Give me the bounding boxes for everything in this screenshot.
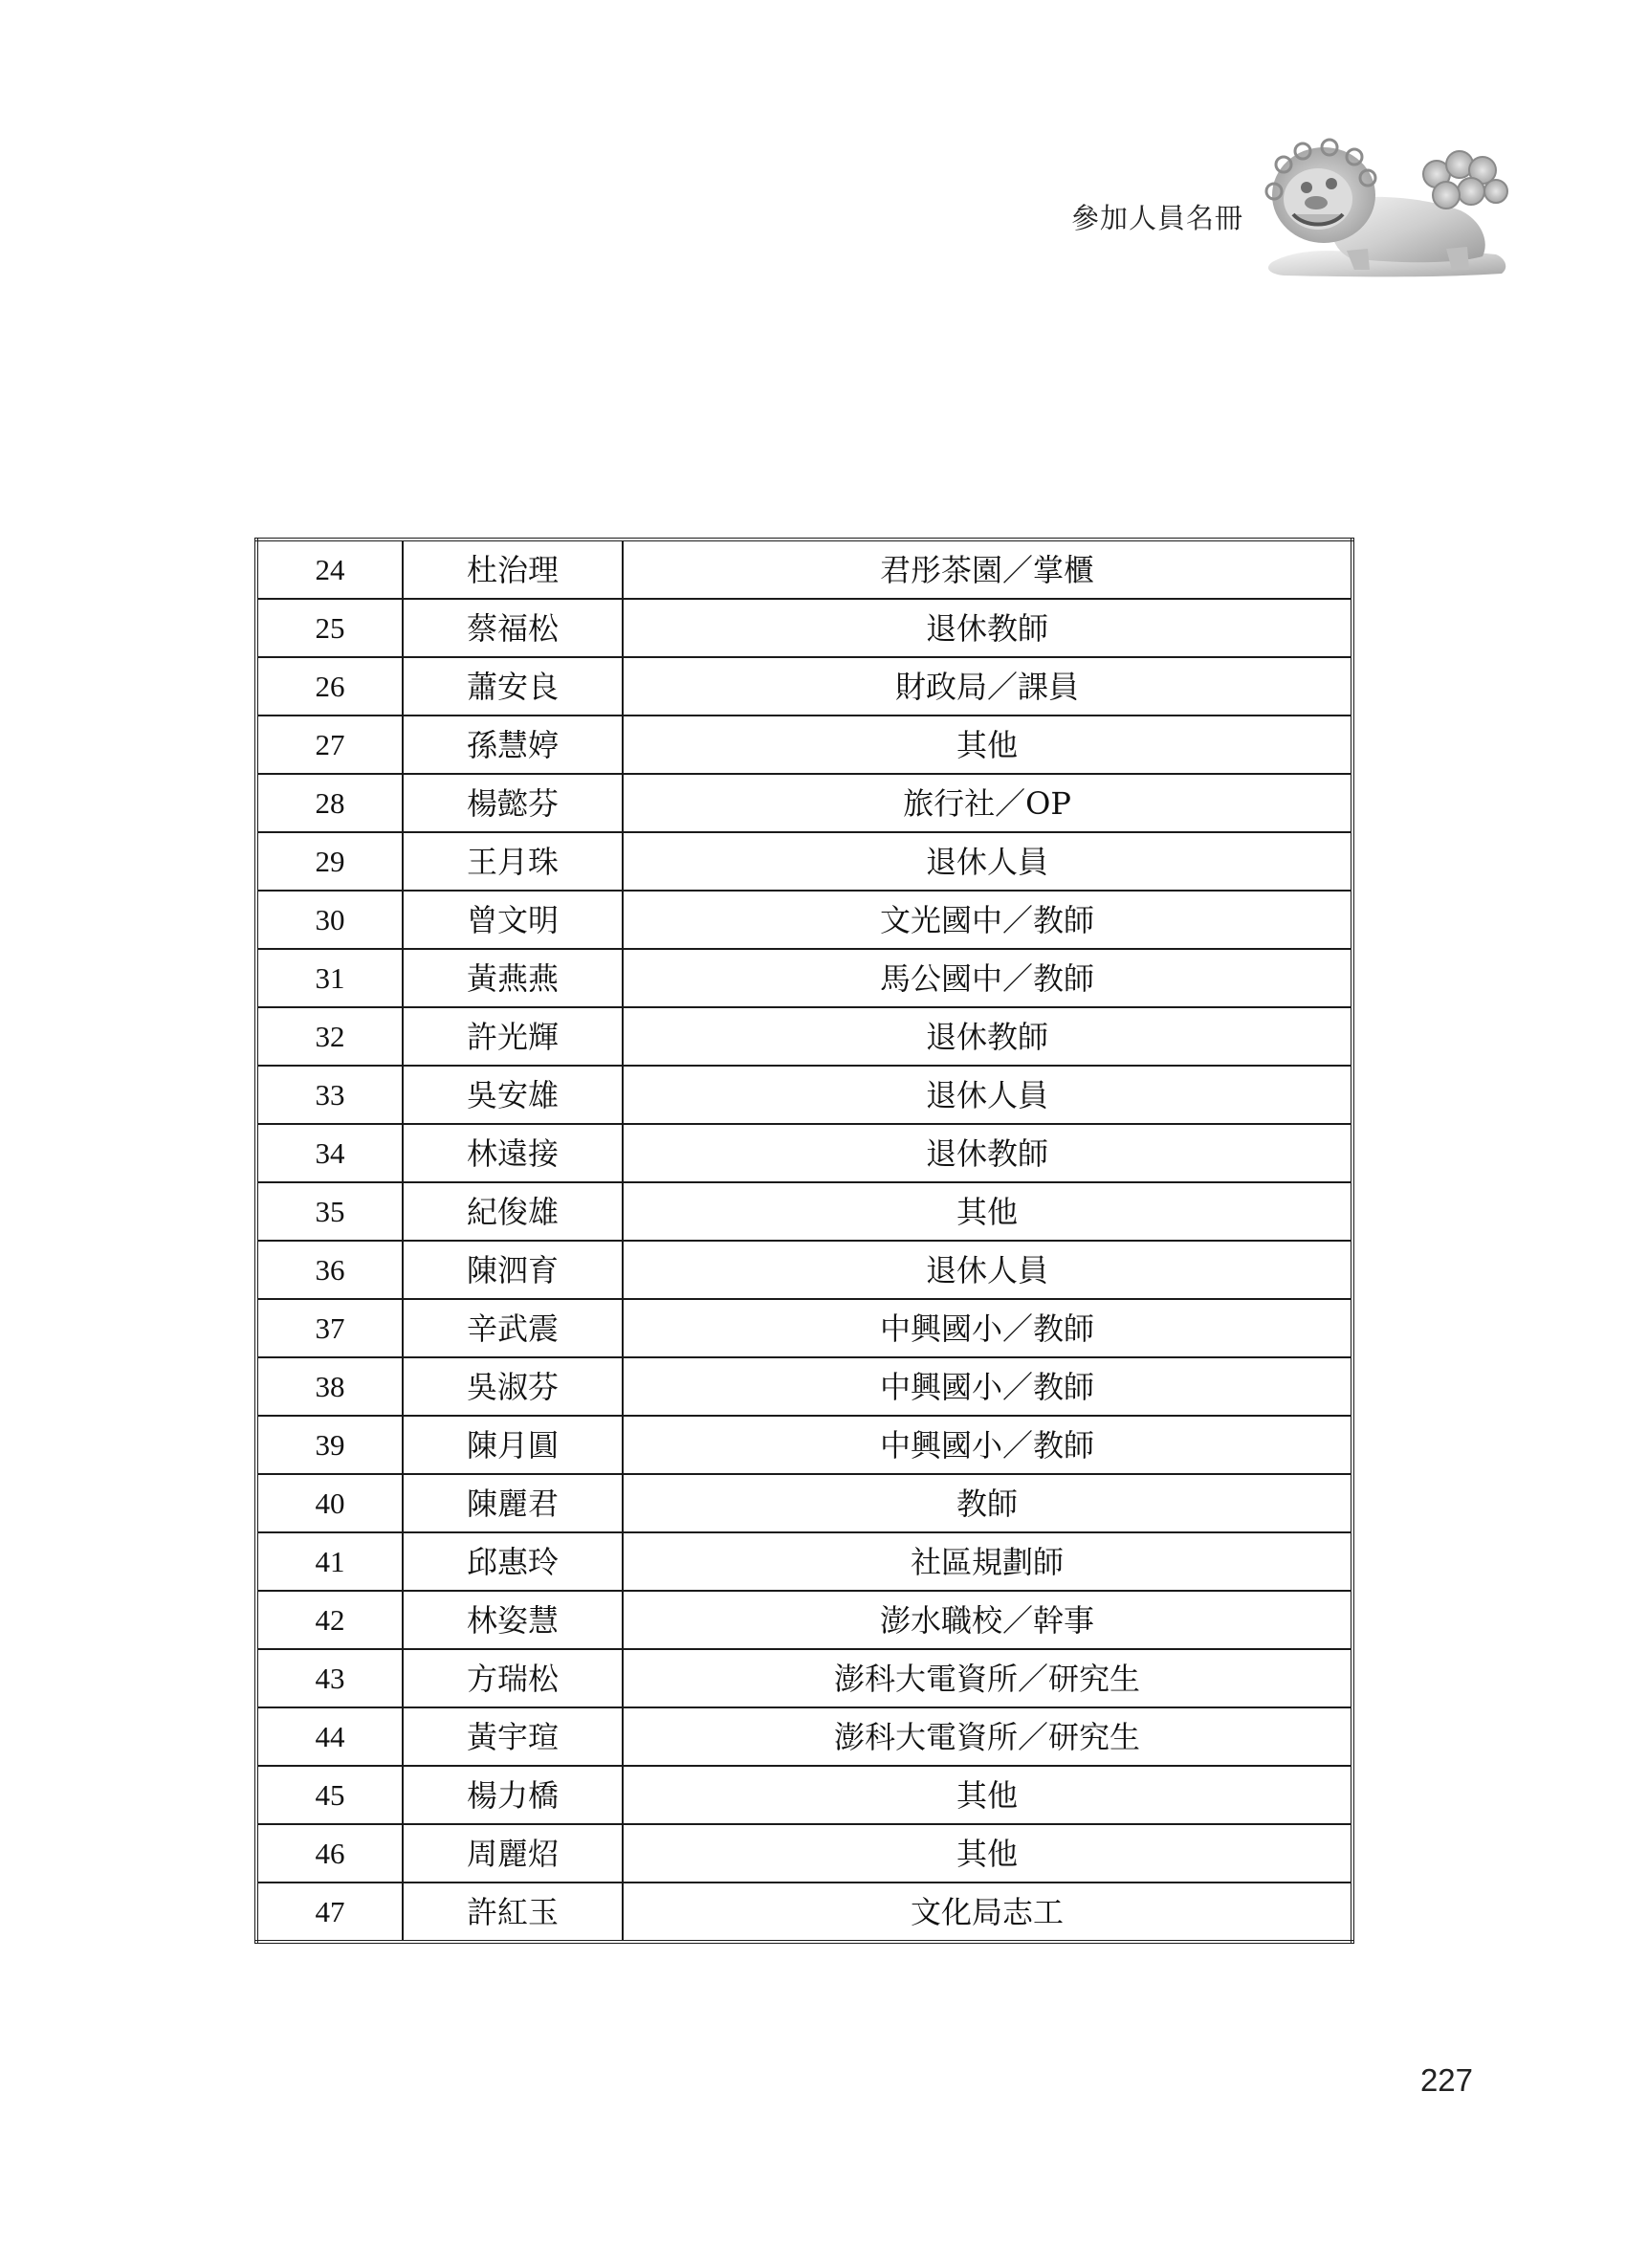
- row-number-cell: 37: [256, 1299, 403, 1357]
- table-row: [256, 1591, 1352, 1649]
- table-row: [256, 891, 1352, 949]
- name-cell: 邱惠玲: [403, 1532, 623, 1591]
- row-number-cell: 41: [256, 1532, 403, 1591]
- affiliation-cell: 退休人員: [623, 832, 1352, 891]
- affiliation-cell: 馬公國中／教師: [623, 949, 1352, 1007]
- name-cell: 吳安雄: [403, 1066, 623, 1124]
- row-number-cell: 27: [256, 716, 403, 774]
- name-cell: 孫慧婷: [403, 716, 623, 774]
- table-row: [256, 1124, 1352, 1182]
- row-number-cell: 26: [256, 657, 403, 716]
- affiliation-cell: 其他: [623, 1824, 1352, 1883]
- table-row: [256, 1824, 1352, 1883]
- row-number-cell: 24: [256, 539, 403, 599]
- table-row: [256, 539, 1352, 599]
- affiliation-cell: 其他: [623, 716, 1352, 774]
- affiliation-cell: 退休教師: [623, 599, 1352, 657]
- table-row: [256, 1066, 1352, 1124]
- table-row: [256, 599, 1352, 657]
- table-row: [256, 1241, 1352, 1299]
- table-row: [256, 1532, 1352, 1591]
- name-cell: 許光輝: [403, 1007, 623, 1066]
- roster-body: [256, 539, 1352, 1942]
- row-number-cell: 42: [256, 1591, 403, 1649]
- table-row: [256, 1182, 1352, 1241]
- name-cell: 蔡福松: [403, 599, 623, 657]
- row-number-cell: 46: [256, 1824, 403, 1883]
- row-number-cell: 32: [256, 1007, 403, 1066]
- name-cell: 許紅玉: [403, 1883, 623, 1942]
- affiliation-cell: 退休人員: [623, 1241, 1352, 1299]
- name-cell: 陳麗君: [403, 1474, 623, 1532]
- table-row: [256, 1007, 1352, 1066]
- name-cell: 辛武震: [403, 1299, 623, 1357]
- running-header-title: 參加人員名冊: [1071, 202, 1244, 234]
- name-cell: 方瑞松: [403, 1649, 623, 1707]
- name-cell: 黃宇瑄: [403, 1707, 623, 1766]
- table-row: [256, 949, 1352, 1007]
- affiliation-cell: 澎水職校／幹事: [623, 1591, 1352, 1649]
- affiliation-cell: 澎科大電資所／研究生: [623, 1649, 1352, 1707]
- participant-roster-table: [254, 538, 1354, 1944]
- row-number-cell: 29: [256, 832, 403, 891]
- affiliation-cell: 其他: [623, 1766, 1352, 1824]
- affiliation-cell: 旅行社／OP: [623, 774, 1352, 832]
- name-cell: 吳淑芬: [403, 1357, 623, 1416]
- row-number-cell: 39: [256, 1416, 403, 1474]
- table-row: [256, 1707, 1352, 1766]
- name-cell: 楊懿芬: [403, 774, 623, 832]
- row-number-cell: 25: [256, 599, 403, 657]
- table-row: [256, 832, 1352, 891]
- row-number-cell: 31: [256, 949, 403, 1007]
- affiliation-cell: 退休教師: [623, 1124, 1352, 1182]
- name-cell: 林遠接: [403, 1124, 623, 1182]
- affiliation-cell: 中興國小／教師: [623, 1416, 1352, 1474]
- name-cell: 周麗炤: [403, 1824, 623, 1883]
- row-number-cell: 36: [256, 1241, 403, 1299]
- table-row: [256, 1416, 1352, 1474]
- row-number-cell: 47: [256, 1883, 403, 1942]
- name-cell: 曾文明: [403, 891, 623, 949]
- table-row: [256, 1299, 1352, 1357]
- stone-lion-illustration: [1255, 136, 1515, 279]
- affiliation-cell: 財政局／課員: [623, 657, 1352, 716]
- row-number-cell: 38: [256, 1357, 403, 1416]
- table-row: [256, 1649, 1352, 1707]
- row-number-cell: 40: [256, 1474, 403, 1532]
- name-cell: 紀俊雄: [403, 1182, 623, 1241]
- row-number-cell: 44: [256, 1707, 403, 1766]
- affiliation-cell: 文光國中／教師: [623, 891, 1352, 949]
- row-number-cell: 45: [256, 1766, 403, 1824]
- table-row: [256, 774, 1352, 832]
- row-number-cell: 43: [256, 1649, 403, 1707]
- table-row: [256, 1766, 1352, 1824]
- name-cell: 杜治理: [403, 539, 623, 599]
- table-row: [256, 657, 1352, 716]
- name-cell: 楊力橋: [403, 1766, 623, 1824]
- row-number-cell: 34: [256, 1124, 403, 1182]
- row-number-cell: 35: [256, 1182, 403, 1241]
- table-row: [256, 1474, 1352, 1532]
- page-number: 227: [1419, 2062, 1473, 2098]
- affiliation-cell: 中興國小／教師: [623, 1299, 1352, 1357]
- row-number-cell: 30: [256, 891, 403, 949]
- affiliation-cell: 教師: [623, 1474, 1352, 1532]
- affiliation-cell: 社區規劃師: [623, 1532, 1352, 1591]
- row-number-cell: 33: [256, 1066, 403, 1124]
- name-cell: 陳泗育: [403, 1241, 623, 1299]
- affiliation-cell: 其他: [623, 1182, 1352, 1241]
- name-cell: 王月珠: [403, 832, 623, 891]
- table-row: [256, 1357, 1352, 1416]
- name-cell: 陳月圓: [403, 1416, 623, 1474]
- name-cell: 林姿慧: [403, 1591, 623, 1649]
- affiliation-cell: 君彤茶園／掌櫃: [623, 539, 1352, 599]
- affiliation-cell: 退休人員: [623, 1066, 1352, 1124]
- row-number-cell: 28: [256, 774, 403, 832]
- affiliation-cell: 中興國小／教師: [623, 1357, 1352, 1416]
- affiliation-cell: 澎科大電資所／研究生: [623, 1707, 1352, 1766]
- name-cell: 黃燕燕: [403, 949, 623, 1007]
- affiliation-cell: 文化局志工: [623, 1883, 1352, 1942]
- affiliation-cell: 退休教師: [623, 1007, 1352, 1066]
- table-row: [256, 1883, 1352, 1942]
- table-row: [256, 716, 1352, 774]
- name-cell: 蕭安良: [403, 657, 623, 716]
